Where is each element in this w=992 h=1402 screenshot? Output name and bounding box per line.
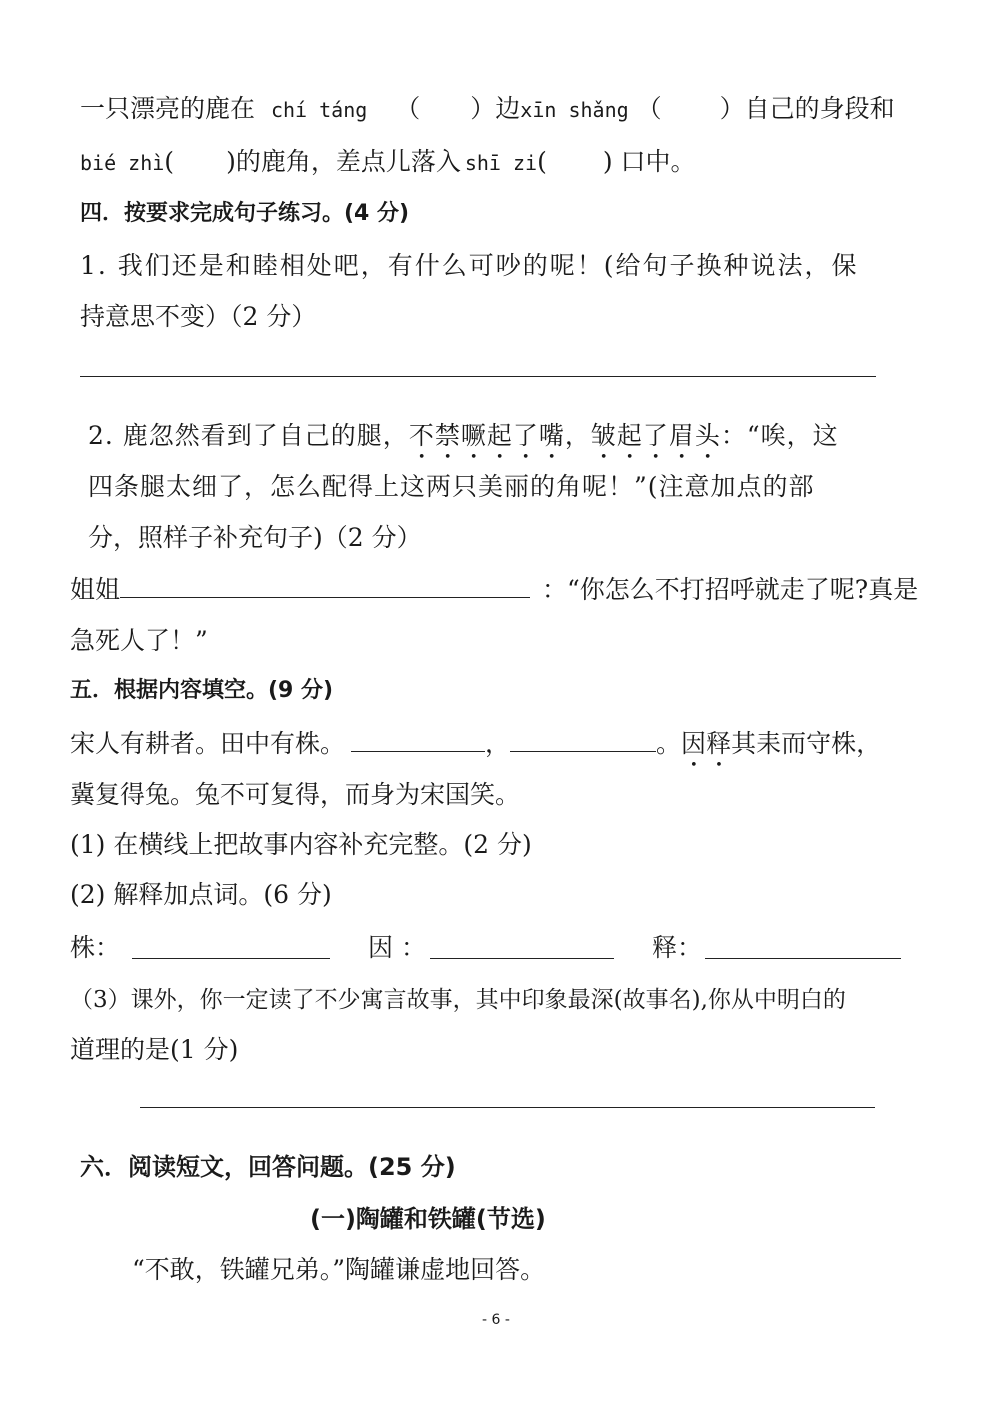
q5-1: (1) 在横线上把故事内容补充完整。(2 分) <box>70 830 532 859</box>
passage-paragraph: “不敢，铁罐兄弟。”陶罐谦虚地回答。 <box>132 1255 546 1284</box>
pinyin: shī zi <box>464 151 538 175</box>
q1-text: 1. 我们还是和睦相处吧，有什么可吵的呢！(给句子换种说法，保 <box>80 251 859 280</box>
emphasized-text: 释 <box>706 729 732 758</box>
section-6-title: 六．阅读短文，回答问题。(25 分) <box>80 1153 456 1181</box>
q5-2: (2) 解释加点词。(6 分) <box>70 880 332 909</box>
text: )的鹿角，差点儿落入 <box>226 147 461 176</box>
text: ：“你怎么不打招呼就走了呢?真是 <box>542 575 919 604</box>
text: 2. 鹿忽然看到了自己的腿， <box>88 421 409 450</box>
text: ：“唉，这 <box>720 421 839 450</box>
paren-open: ( <box>537 147 547 176</box>
text: ）边 <box>470 94 521 123</box>
passage-line-1 <box>70 727 881 773</box>
paren-open: （ <box>636 94 662 123</box>
text: ， <box>485 729 511 758</box>
text: 其耒而守株， <box>731 729 882 758</box>
answer-line[interactable] <box>140 1107 875 1108</box>
text: 宋人有耕者。田中有株。 <box>70 729 346 758</box>
answer-line[interactable] <box>430 958 614 959</box>
section-5-title: 五．根据内容填空。(9 分) <box>70 678 334 703</box>
pinyin-line-2 <box>80 145 696 180</box>
text: ) 口中。 <box>602 147 696 176</box>
text: 姐姐 <box>70 575 121 604</box>
word-1-label: 株： <box>70 933 121 962</box>
passage-subtitle: (一)陶罐和铁罐(节选) <box>310 1205 546 1233</box>
text: ）自己的身段和 <box>719 94 895 123</box>
word-2-label: 因 ： <box>368 933 426 962</box>
paren-open: （ <box>395 94 421 123</box>
q2-text-cont2: 分，照样子补充句子)（2 分） <box>88 523 422 552</box>
answer-line[interactable] <box>705 958 901 959</box>
q1-text-cont: 持意思不变）（2 分） <box>80 302 317 331</box>
passage-line-2: 冀复得兔。兔不可复得，而身为宋国笑。 <box>70 780 521 809</box>
pinyin: chí táng <box>270 98 368 122</box>
section-4-title: 四．按要求完成句子练习。(4 分) <box>80 201 410 226</box>
answer-line[interactable] <box>132 958 330 959</box>
q2-text-cont: 四条腿太细了，怎么配得上这两只美丽的角呢！”(注意加点的部 <box>88 472 815 501</box>
text: 。 <box>656 729 682 758</box>
answer-line[interactable] <box>80 376 876 377</box>
paren-open: ( <box>164 147 175 176</box>
answer-blank[interactable] <box>120 573 530 598</box>
emphasized-text: 因 <box>681 729 707 758</box>
answer-blank[interactable] <box>351 727 485 752</box>
q2-fill-line <box>70 573 918 607</box>
q2-text <box>88 419 839 465</box>
pinyin-line-1 <box>80 92 895 127</box>
emphasized-text: 不禁噘起了嘴，皱起了眉头 <box>408 421 721 450</box>
word-3-label: 释： <box>652 933 703 962</box>
q5-3: （3）课外，你一定读了不少寓言故事，其中印象最深(故事名),你从中明白的 <box>70 987 846 1013</box>
page-number: - 6 - <box>482 1312 510 1328</box>
pinyin: xīn shǎng <box>520 98 629 122</box>
text: 一只漂亮的鹿在 <box>80 94 256 123</box>
q5-3-cont: 道理的是(1 分) <box>70 1035 239 1064</box>
answer-blank[interactable] <box>510 727 656 752</box>
pinyin: bié zhì <box>80 151 165 175</box>
q2-fill-line-cont: 急死人了！” <box>70 626 208 655</box>
